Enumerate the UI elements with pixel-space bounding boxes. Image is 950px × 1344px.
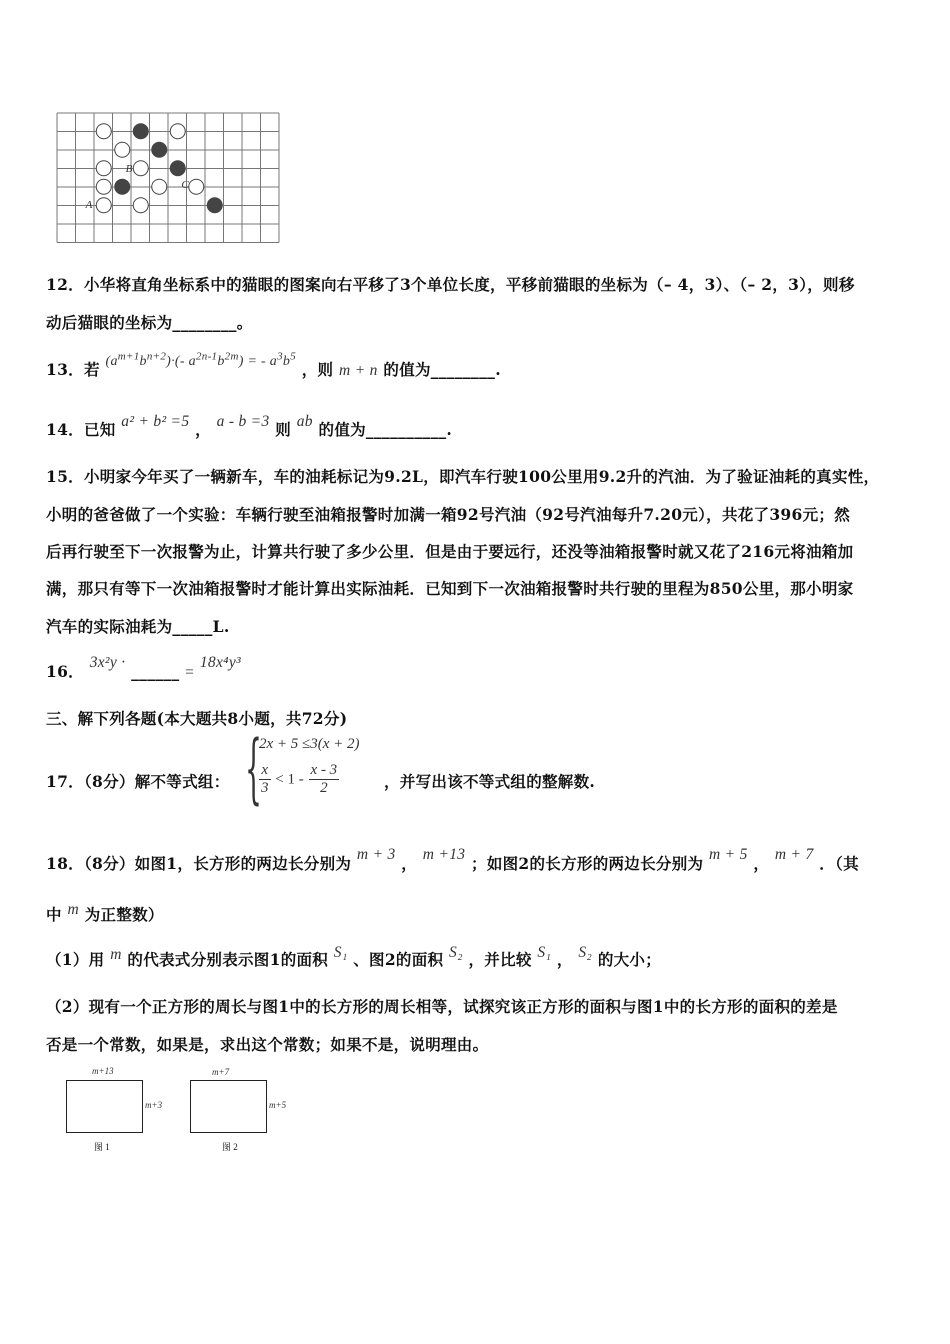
white-stone [133,198,148,213]
q14-then: 则 [275,420,292,439]
go-board-svg [52,105,284,245]
white-stone [189,179,204,194]
board-label-a: A [85,199,93,211]
q16-rhs: 18x⁴y³ [199,654,241,671]
q18-p1-f: 的大小； [597,950,662,969]
white-stone [133,161,148,176]
q13-prefix: 13．若 [46,360,100,379]
question-12-line2: 动后猫眼的坐标为________。 [46,313,253,332]
q17-mid: < 1 - [275,771,304,788]
q18-p1-d: ，并比较 [468,950,532,969]
question-17-prefix: 17．（8分）解不等式组： [46,772,230,791]
question-15-line3: 后再行驶至下一次报警为止，计算共行驶了多少公里．但是由于要远行，还没等油箱报警时就又花了216元将油箱加 [46,542,854,561]
question-15-line4: 满，那只有等下一次油箱报警时才能计算出实际油耗．已知到下一次油箱报警时共行驶的里程为850公里，那小明家 [46,579,854,598]
question-14 [46,413,453,440]
q16-eq: = [185,664,195,681]
q14-eq2: a - b =3 [216,413,270,430]
figure-2-top-label: m+7 [212,1067,230,1077]
white-stone [96,198,111,213]
black-stone [207,198,222,213]
q18-comma1: ， [401,854,418,873]
q18-end: ．（其 [819,854,859,873]
figure-2-side-label: m+5 [269,1100,287,1110]
q17-frac-2: $\frac{x - 3}{2}$ [310,762,338,796]
go-board-figure [52,105,284,245]
q13-expression: $(a^{m+1}b^{n+2})\cdot(-$ $a^{2n-1}b^{2m}$) = - $a^3b^5$ [105,350,297,369]
q18-a2: m +13 [422,846,466,863]
q14-sep: ， [195,420,211,439]
q18-p1-a: （1）用 [46,950,105,969]
white-stone [115,142,130,157]
question-18-line1 [46,846,859,874]
q17-inequality-2 [259,762,339,797]
q18-b2: m + 7 [774,846,814,863]
q13-suffix-a: ，则 [301,360,334,379]
q14-eq1: a² + b² =5 [121,413,190,430]
q18-p1-e: ， [556,950,573,969]
q18-mid: ；如图2的长方形的两边长分别为 [471,854,704,873]
question-18-part2-line2: 否是一个常数，如果是，求出这个常数；如果不是，说明理由。 [46,1035,489,1054]
q13-mn: m + n [339,362,378,379]
white-stone [170,124,185,139]
q14-suffix: 的值为__________. [318,420,453,439]
q17-inequality-1: 2x + 5 ≤3(x + 2) [259,736,360,752]
section-3-title: 三、解下列各题(本大题共8小题，共72分) [46,709,348,728]
q18-comma2: ， [753,854,770,873]
q14-prefix: 14．已知 [46,420,116,439]
q18-p1-m: m [110,946,122,963]
question-15-line5: 汽车的实际油耗为_____L. [46,617,230,636]
q18-s2: S₂ [449,944,463,961]
figure-1-caption: 图 1 [94,1142,110,1152]
white-stone [96,179,111,194]
q18-prefix: 18．（8分）如图1，长方形的两边长分别为 [46,854,352,873]
black-stone [152,142,167,157]
figure-2-rectangle [190,1080,267,1133]
question-15-line2: 小明的爸爸做了一个实验：车辆行驶至油箱报警时加满一箱92号汽油（92号汽油每升7.20元），共花了396元；然 [46,505,850,524]
black-stone [133,124,148,139]
figure-2-caption: 图 2 [222,1142,238,1152]
q18-b1: m + 5 [709,846,748,863]
q18-s1: S₁ [333,944,348,961]
q18-p1-c: 、图2的面积 [353,950,444,969]
question-17-suffix: ，并写出该不等式组的整解数. [384,772,596,791]
q14-ab: ab [296,413,313,430]
white-stone [152,179,167,194]
q18-line2-b: 为正整数） [84,905,164,924]
black-stone [170,161,185,176]
white-stone [96,161,111,176]
q17-frac-1: $\frac{x}{3}$ [261,762,269,796]
question-18-part2-line1: （2）现有一个正方形的周长与图1中的长方形的周长相等，试探究该正方形的面积与图1中的长方形的面积的差是 [46,997,838,1016]
q17-brace: { [245,723,262,812]
q16-num: 16． [46,662,84,681]
q16-lhs: 3x²y · [89,654,126,671]
question-18-part1 [46,944,662,970]
q13-suffix-b: 的值为________. [383,360,501,379]
figure-1-rectangle [66,1080,143,1133]
white-stone [96,124,111,139]
board-label-b: B [125,163,133,175]
figure-1-side-label: m+3 [145,1100,163,1110]
q18-s2-b: S₂ [578,944,593,961]
question-18-line2 [46,903,164,925]
black-stone [115,179,130,194]
question-12-line1: 12．小华将直角坐标系中的猫眼的图案向右平移了3个单位长度，平移前猫眼的坐标为（– 4，3）、（– 2，3），则移 [46,275,855,294]
figure-1-top-label: m+13 [92,1066,114,1076]
q18-p1-b: 的代表式分别表示图1的面积 [127,950,329,969]
q16-blank: ______ [131,662,180,681]
question-16 [46,654,241,682]
q18-s1-b: S₁ [537,944,552,961]
q18-line2-a: 中 [46,905,62,924]
question-13 [46,350,501,380]
q18-a1: m + 3 [356,846,396,863]
q18-m: m [67,901,80,918]
question-15-line1: 15．小明家今年买了一辆新车，车的油耗标记为9.2L，即汽车行驶100公里用9.2升的汽油．为了验证油耗的真实性， [46,467,880,486]
board-label-c: C [181,179,189,191]
